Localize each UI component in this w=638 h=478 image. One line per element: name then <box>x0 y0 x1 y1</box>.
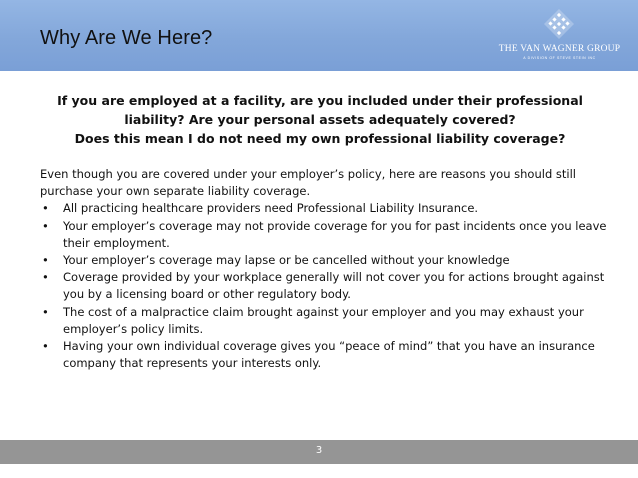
bullet-dot: • <box>42 201 49 216</box>
list-item-text: Coverage provided by your workplace generally will not cover you for actions brought against you by a licensing board or other regulatory body. <box>63 270 605 302</box>
bullet-dot: • <box>42 253 49 268</box>
van-wagner-group-logo <box>497 8 622 62</box>
question-own-coverage: Does this mean I do not need my own professional liability coverage? <box>74 131 566 146</box>
page-number: 3 <box>315 445 323 456</box>
list-item <box>40 252 610 269</box>
list-item-text: Having your own individual coverage gives you “peace of mind” that you have an insurance company that represents your interests only. <box>63 339 595 371</box>
list-item-text: Your employer’s coverage may not provide coverage for you for past incidents once you leave their employment. <box>63 218 607 250</box>
intro-paragraph: Even though you are covered under your employer’s policy, here are reasons you should still purchase your own separate liability coverage. <box>40 167 576 199</box>
slide-body <box>40 166 610 372</box>
list-item <box>40 218 610 252</box>
list-item-text: The cost of a malpractice claim brought against your employer and you may exhaust your employer’s policy limits. <box>63 304 584 336</box>
logo-name: THE VAN WAGNER GROUP <box>498 44 621 54</box>
list-item <box>40 200 610 217</box>
slide-footer <box>0 440 638 464</box>
woven-diamond-icon <box>543 8 575 40</box>
reasons-list <box>40 200 610 372</box>
slide-header <box>0 0 638 71</box>
logo-subtitle: A DIVISION OF STEVE STEIN INC <box>523 56 596 60</box>
question-coverage: If you are employed at a facility, are you included under their professional liability? Are your personal assets adequately covered? <box>57 93 583 127</box>
bullet-dot: • <box>42 218 49 233</box>
slide-title: Why Are We Here? <box>40 27 213 49</box>
bullet-dot: • <box>42 339 49 354</box>
bullet-dot: • <box>42 304 49 319</box>
bullet-dot: • <box>42 270 49 285</box>
list-item <box>40 304 610 338</box>
list-item-text: All practicing healthcare providers need Professional Liability Insurance. <box>63 201 479 216</box>
key-questions <box>50 91 590 148</box>
list-item-text: Your employer’s coverage may lapse or be cancelled without your knowledge <box>63 253 510 268</box>
list-item <box>40 338 610 372</box>
list-item <box>40 269 610 303</box>
